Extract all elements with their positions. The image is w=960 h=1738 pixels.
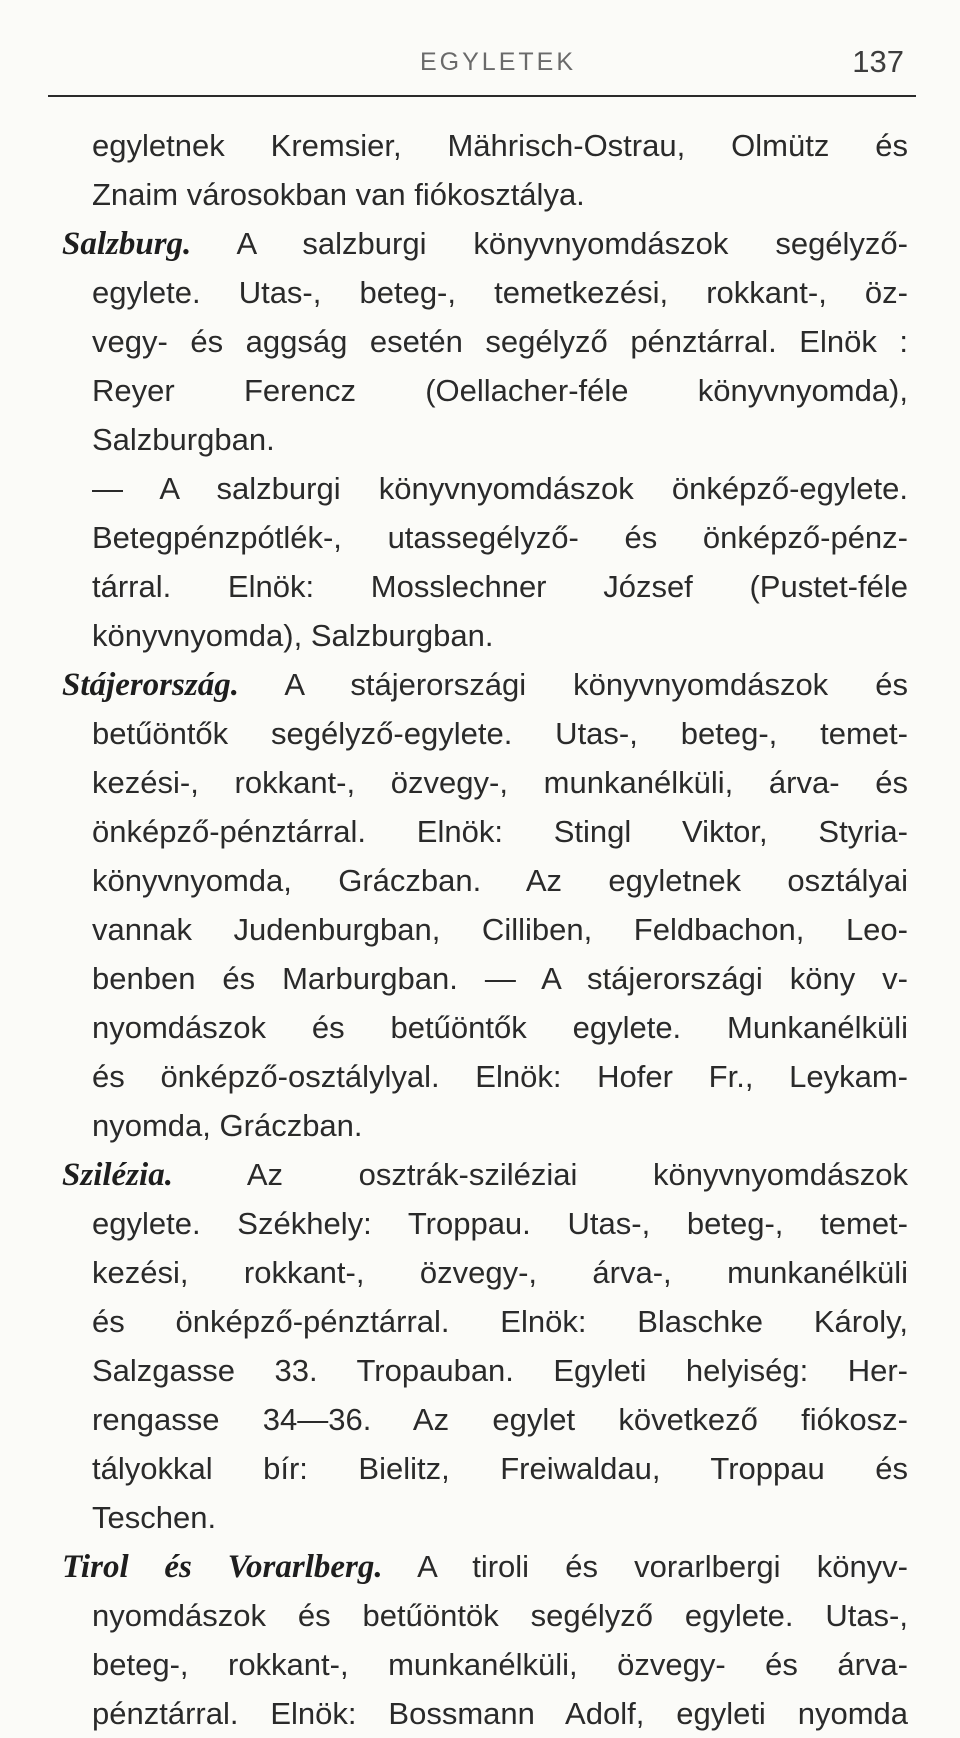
text-line	[92, 317, 908, 366]
text-line	[92, 1248, 908, 1297]
line-text: egylete. Utas-, beteg-, temetkezési, rokkant-, öz-	[92, 275, 908, 310]
line-text: pénztárral. Elnök: Bossmann Adolf, egyleti nyomda	[92, 1696, 908, 1731]
line-text: A salzburgi könyvnyomdászok segélyző-	[191, 226, 908, 261]
text-line	[92, 1199, 908, 1248]
running-title: EGYLETEK	[420, 48, 576, 76]
line-text: tárral. Elnök: Mosslechner József (Pustet-féle	[92, 569, 908, 604]
line-text: — A salzburgi könyvnyomdászok önképző-egylete.	[92, 471, 908, 506]
text-line	[92, 954, 908, 1003]
text-line	[62, 1150, 908, 1199]
line-text: és önképző-pénztárral. Elnök: Blaschke Károly,	[92, 1304, 908, 1339]
text-line	[92, 1346, 908, 1395]
entry-heading: Tirol és Vorarlberg.	[62, 1549, 383, 1585]
text-line	[92, 1395, 908, 1444]
line-text: Az osztrák-sziléziai könyvnyomdászok	[172, 1157, 908, 1192]
line-text: A stájerországi könyvnyomdászok és	[238, 667, 908, 702]
entry-heading: Szilézia.	[62, 1157, 173, 1193]
text-line	[92, 1444, 908, 1493]
body-text	[62, 121, 909, 1738]
line-text: betűöntők segélyző-egylete. Utas-, beteg-, temet-	[92, 716, 908, 751]
running-head	[92, 44, 904, 84]
line-text: kezési, rokkant-, özvegy-, árva-, munkanélküli	[92, 1255, 908, 1290]
line-text: Betegpénzpótlék-, utassegélyző- és önképző-pénz-	[92, 520, 908, 555]
line-text: benben és Marburgban. — A stájerországi köny v-	[92, 961, 908, 996]
line-text: Salzgasse 33. Tropauban. Egyleti helyiség: Her-	[92, 1353, 908, 1388]
line-text: könyvnyomda, Gráczban. Az egyletnek osztályai	[92, 863, 908, 898]
text-line	[92, 1297, 908, 1346]
line-text: tályokkal bír: Bielitz, Freiwaldau, Troppau és	[92, 1451, 908, 1486]
line-text: vegy- és aggság esetén segélyző pénztárral. Elnök :	[92, 324, 908, 359]
text-line	[92, 170, 908, 219]
text-line	[62, 660, 908, 709]
line-text: vannak Judenburgban, Cilliben, Feldbachon, Leo-	[92, 912, 908, 947]
line-text: könyvnyomda), Salzburgban.	[92, 618, 494, 653]
text-line	[92, 611, 908, 660]
text-line	[92, 1591, 908, 1640]
line-text: beteg-, rokkant-, munkanélküli, özvegy- és árva-	[92, 1647, 908, 1682]
text-line	[92, 758, 908, 807]
text-line	[92, 1493, 908, 1542]
text-line	[92, 807, 908, 856]
text-line	[92, 268, 908, 317]
line-text: Reyer Ferencz (Oellacher-féle könyvnyomda),	[92, 373, 908, 408]
line-text: nyomdászok és betűöntök segélyző egylete. Utas-,	[92, 1598, 908, 1633]
text-line	[62, 219, 908, 268]
line-text: önképző-pénztárral. Elnök: Stingl Viktor, Styria-	[92, 814, 908, 849]
line-text: Teschen.	[92, 1500, 217, 1535]
text-line	[92, 415, 908, 464]
text-line	[92, 464, 908, 513]
line-text: egyletnek Kremsier, Mährisch-Ostrau, Olmütz és	[92, 128, 908, 163]
text-line	[92, 513, 908, 562]
text-line	[92, 709, 908, 758]
text-line	[92, 1101, 908, 1150]
line-text: kezési-, rokkant-, özvegy-, munkanélküli, árva- és	[92, 765, 908, 800]
line-text: Salzburgban.	[92, 422, 275, 457]
page-number: 137	[852, 44, 904, 79]
entry-heading: Stájerország.	[62, 667, 239, 703]
text-line	[92, 1003, 908, 1052]
text-line	[92, 121, 908, 170]
line-text: egylete. Székhely: Troppau. Utas-, beteg-, temet-	[92, 1206, 908, 1241]
text-line	[92, 856, 908, 905]
text-line	[92, 1640, 908, 1689]
line-text: nyomdászok és betűöntők egylete. Munkanélküli	[92, 1010, 908, 1045]
text-line	[92, 366, 908, 415]
header-rule	[48, 95, 916, 97]
text-line	[92, 1689, 908, 1738]
text-line	[92, 1052, 908, 1101]
line-text: A tiroli és vorarlbergi könyv-	[382, 1549, 909, 1584]
line-text: rengasse 34—36. Az egylet következő fiókosz-	[92, 1402, 908, 1437]
text-line	[92, 562, 908, 611]
text-line	[62, 1542, 908, 1591]
line-text: nyomda, Gráczban.	[92, 1108, 363, 1143]
line-text: Znaim városokban van fiókosztálya.	[92, 177, 585, 212]
entry-heading: Salzburg.	[62, 226, 192, 262]
text-line	[92, 905, 908, 954]
line-text: és önképző-osztálylyal. Elnök: Hofer Fr., Leykam-	[92, 1059, 908, 1094]
